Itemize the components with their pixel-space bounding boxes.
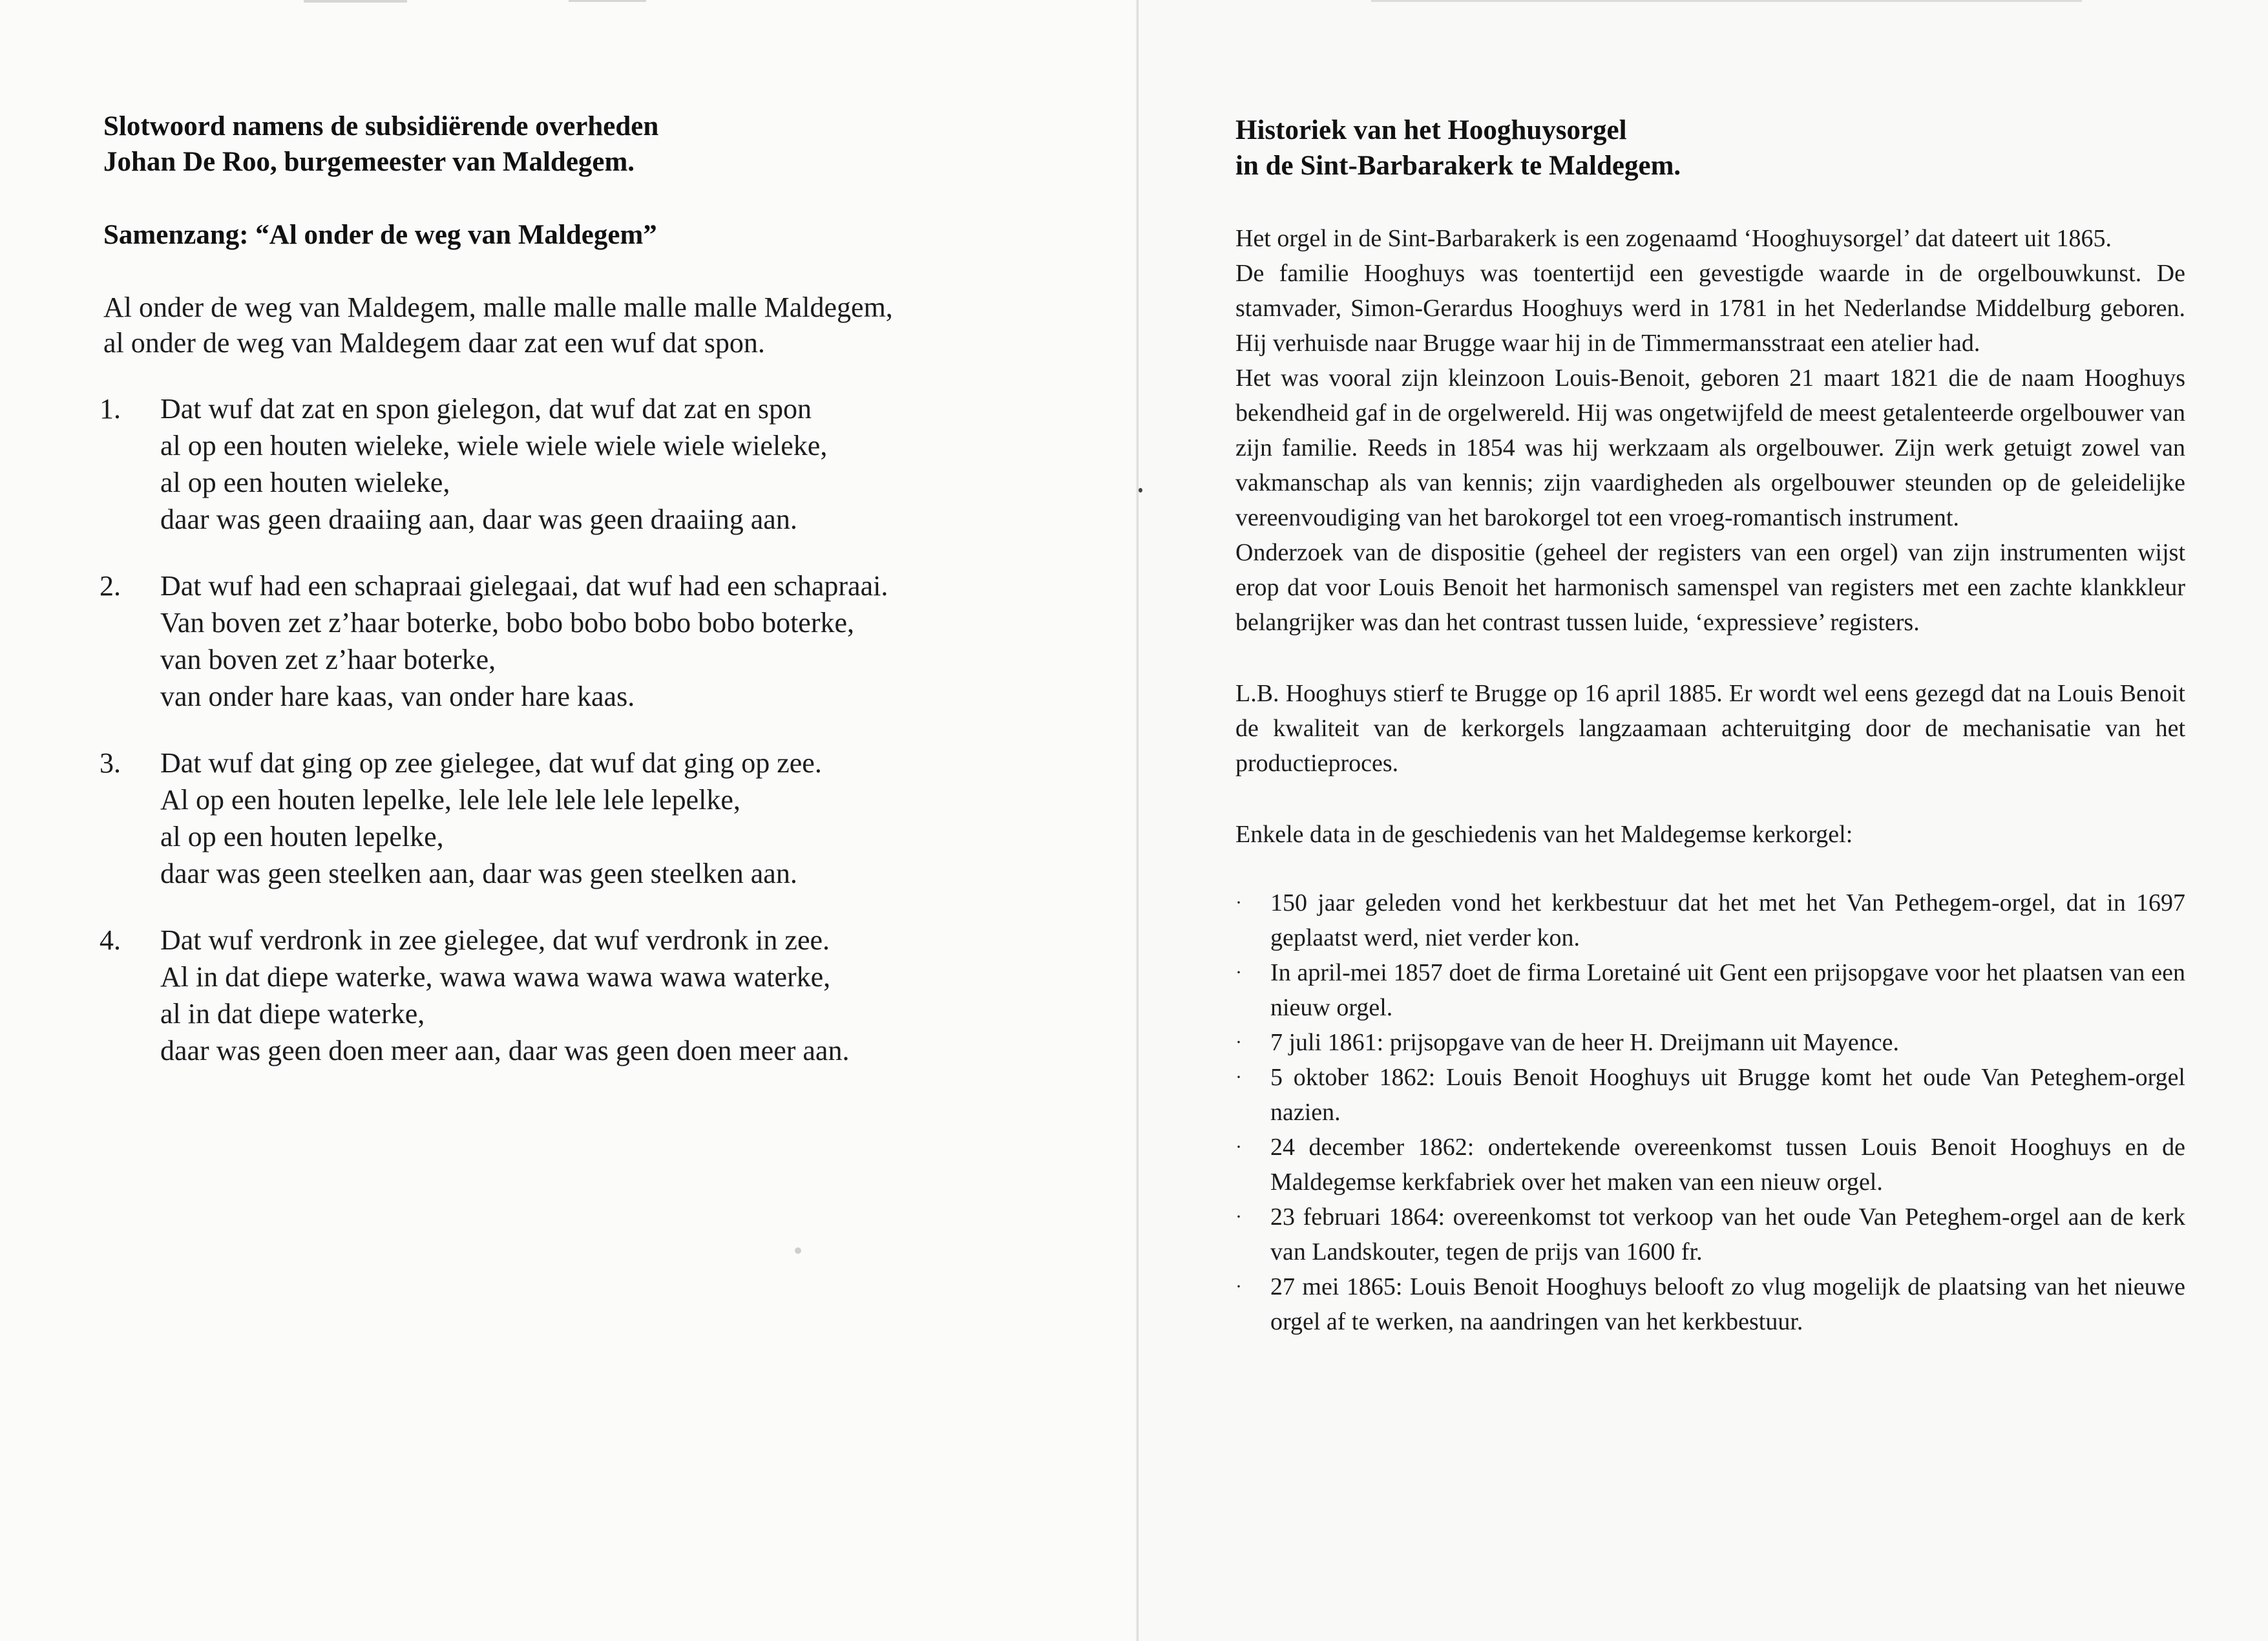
verse-4 xyxy=(100,922,1053,1069)
paper-edge xyxy=(304,0,407,3)
verse-line: van boven zet z’haar boterke, xyxy=(160,644,496,675)
bullet-icon: · xyxy=(1235,892,1242,913)
verse-line: al op een houten wieleke, wiele wiele wiele wiele wieleke, xyxy=(160,430,828,461)
refrain-line: al onder de weg van Maldegem daar zat een wuf dat spon. xyxy=(103,327,765,359)
verse-3 xyxy=(100,745,1053,892)
verse-line: Al in dat diepe waterke, wawa wawa wawa wawa waterke, xyxy=(160,961,831,993)
verse-2 xyxy=(100,567,1053,715)
history-paragraph: Onderzoek van de dispositie (geheel der registers van een orgel) van zijn instrumenten wijst erop dat voor Louis Benoit het harmonisch samenspel van registers met een zachte klankkleur belangrijker was dan het contrast tussen luide, ‘expressieve’ registers. xyxy=(1235,539,2185,636)
list-item: · 150 jaar geleden vond het kerkbestuur dat het met het Van Pethegem-orgel, dat in 1697 geplaatst werd, niet verder kon. xyxy=(1235,885,2185,955)
song-title: Samenzang: “Al onder de weg van Maldegem” xyxy=(103,220,657,250)
verse-line: Dat wuf verdronk in zee gielegee, dat wuf verdronk in zee. xyxy=(160,924,830,956)
verse-line: Dat wuf dat ging op zee gielegee, dat wuf dat ging op zee. xyxy=(160,747,822,779)
paper-speck xyxy=(795,1247,801,1254)
heading-line: Slotwoord namens de subsidiërende overheden xyxy=(103,111,659,142)
verse-line: al op een houten wieleke, xyxy=(160,467,450,498)
refrain xyxy=(103,290,1053,361)
bullet-icon: · xyxy=(1235,962,1242,983)
paper-speck xyxy=(1139,488,1142,492)
list-item: · 27 mei 1865: Louis Benoit Hooghuys belooft zo vlug mogelijk de plaatsing van het nieuwe orgel af te werken, na aandringen van het kerkbestuur. xyxy=(1235,1269,2185,1339)
paper-edge xyxy=(1371,0,2082,2)
bullet-icon: · xyxy=(1235,1136,1242,1158)
data-list-intro: Enkele data in de geschiedenis van het Maldegemse kerkorgel: xyxy=(1235,821,1853,848)
verse-1 xyxy=(100,390,1053,538)
bullet-icon: · xyxy=(1235,1066,1242,1088)
history-data-list xyxy=(1235,885,2185,1339)
verse-line: daar was geen steelken aan, daar was geen steelken aan. xyxy=(160,858,797,889)
heading-line: Historiek van het Hooghuysorgel xyxy=(1235,115,1627,145)
heading-line: Johan De Roo, burgemeester van Maldegem. xyxy=(103,147,635,177)
list-item: · 24 december 1862: ondertekende overeenkomst tussen Louis Benoit Hooghuys en de Maldegemse kerkfabriek over het maken van een nieuw orgel. xyxy=(1235,1130,2185,1200)
closing-speech-heading xyxy=(103,109,1053,180)
verse-line: Dat wuf dat zat en spon gielegon, dat wuf dat zat en spon xyxy=(160,393,812,425)
verse-line: al op een houten lepelke, xyxy=(160,821,444,852)
list-item: · In april-mei 1857 doet de firma Loretainé uit Gent een prijsopgave voor het plaatsen van een nieuw orgel. xyxy=(1235,955,2185,1025)
verse-line: daar was geen draaiing aan, daar was geen draaiing aan. xyxy=(160,503,797,535)
bullet-icon: · xyxy=(1235,1206,1242,1227)
paper-edge xyxy=(569,0,646,2)
left-column xyxy=(100,109,1053,1069)
list-item: · 5 oktober 1862: Louis Benoit Hooghuys uit Brugge komt het oude Van Peteghem-orgel nazien. xyxy=(1235,1060,2185,1130)
verse-line: Al op een houten lepelke, lele lele lele lele lepelke, xyxy=(160,784,740,816)
history-paragraph: L.B. Hooghuys stierf te Brugge op 16 april 1885. Er wordt wel eens gezegd dat na Louis Benoit de kwaliteit van de kerkorgels langzaamaan achteruitging door de mechanisatie van het productieproces. xyxy=(1235,680,2185,777)
verse-number: 4. xyxy=(100,924,121,956)
history-heading xyxy=(1235,112,2185,184)
verse-line: Van boven zet z’haar boterke, bobo bobo bobo bobo boterke, xyxy=(160,607,855,639)
history-paragraph: Het orgel in de Sint-Barbarakerk is een zogenaamd ‘Hooghuysorgel’ dat dateert uit 1865. xyxy=(1235,225,2112,252)
verse-line: Dat wuf had een schapraai gielegaai, dat wuf had een schapraai. xyxy=(160,570,888,602)
verse-line: daar was geen doen meer aan, daar was geen doen meer aan. xyxy=(160,1035,850,1066)
list-item: · 23 februari 1864: overeenkomst tot verkoop van het oude Van Peteghem-orgel aan de kerk van Landskouter, tegen de prijs van 1600 fr. xyxy=(1235,1200,2185,1269)
verse-number: 3. xyxy=(100,747,121,779)
verse-number: 2. xyxy=(100,570,121,602)
refrain-line: Al onder de weg van Maldegem, malle malle malle malle Maldegem, xyxy=(103,291,893,323)
verse-number: 1. xyxy=(100,393,121,425)
verse-line: al in dat diepe waterke, xyxy=(160,998,425,1030)
history-paragraph: Het was vooral zijn kleinzoon Louis-Benoit, geboren 21 maart 1821 die de naam Hooghuys bekendheid gaf in de orgelwereld. Hij was ongetwijfeld de meest getalenteerde orgelbouwer van zijn familie. Reeds in 1854 was hij werkzaam als orgelbouwer. Zijn werk getuigt zowel van vakmanschap als van kennis; zijn vaardigheden als orgelbouwer steunden op de geleidelijke vereenvoudiging van het barokorgel tot een vroeg-romantisch instrument. xyxy=(1235,365,2185,531)
list-item: · 7 juli 1861: prijsopgave van de heer H. Dreijmann uit Mayence. xyxy=(1235,1025,2185,1060)
right-column xyxy=(1235,112,2185,1339)
bullet-icon: · xyxy=(1235,1032,1242,1053)
bullet-icon: · xyxy=(1235,1276,1242,1297)
verse-line: van onder hare kaas, van onder hare kaas. xyxy=(160,681,635,712)
heading-line: in de Sint-Barbarakerk te Maldegem. xyxy=(1235,151,1681,181)
history-paragraph: De familie Hooghuys was toentertijd een gevestigde waarde in de orgelbouwkunst. De stamvader, Simon-Gerardus Hooghuys werd in 1781 in het Nederlandse Middelburg geboren. Hij verhuisde naar Brugge waar hij in de Timmermansstraat een atelier had. xyxy=(1235,260,2185,357)
